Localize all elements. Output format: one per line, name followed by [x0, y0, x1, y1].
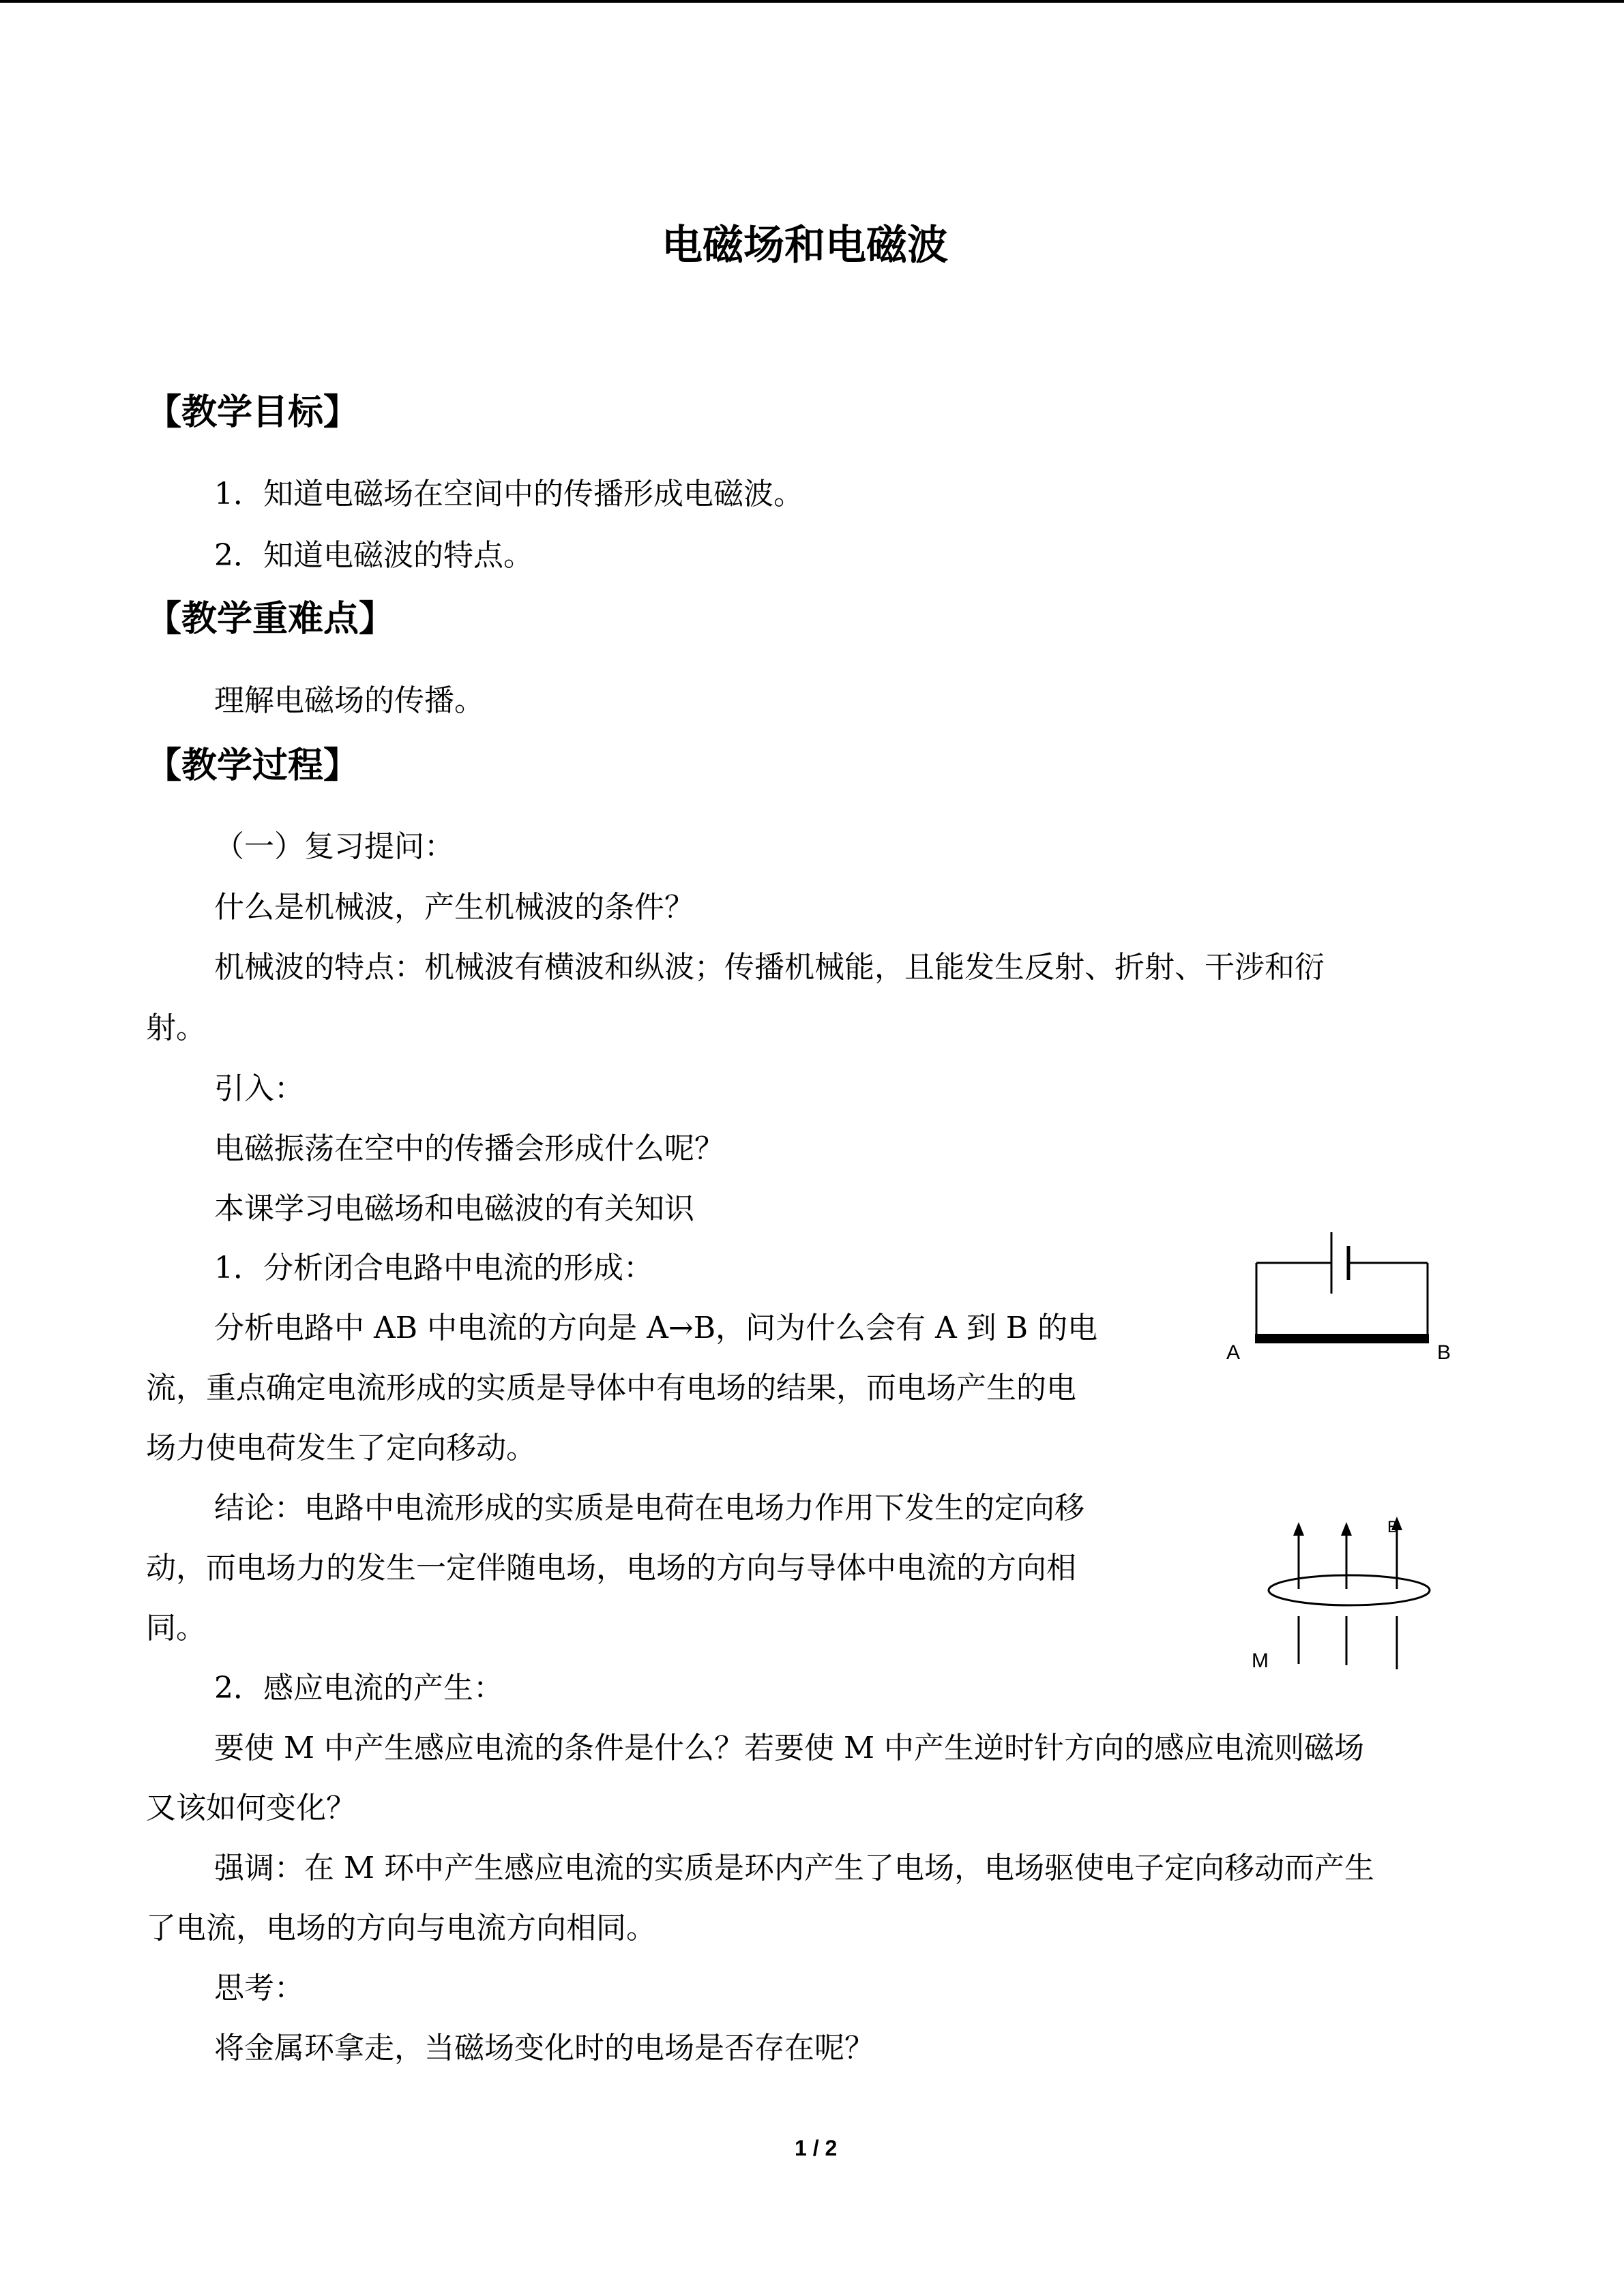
objective-item: 2．知道电磁波的特点。	[214, 538, 533, 573]
paragraph-line: 射。	[146, 1011, 206, 1045]
intro-label: 引入：	[214, 1071, 304, 1106]
label-b: B	[1437, 1341, 1451, 1364]
arrow-up-icon	[1293, 1522, 1304, 1536]
document-title: 电磁场和电磁波	[662, 222, 948, 269]
review-label: （一）复习提问：	[214, 829, 454, 864]
section-heading-process: 【教学过程】	[146, 745, 359, 786]
paragraph-line: 场力使电荷发生了定向移动。	[146, 1431, 536, 1465]
top-border	[0, 0, 1624, 3]
label-a: A	[1226, 1341, 1241, 1364]
subsection-title: 1．分析闭合电路中电流的形成：	[214, 1251, 653, 1285]
paragraph-line: 又该如何变化？	[146, 1791, 356, 1825]
metal-ring-m	[1269, 1575, 1430, 1605]
think-label: 思考：	[214, 1971, 304, 2006]
paragraph-line: 动，而电场力的发生一定伴随电场，电场的方向与导体中电流的方向相	[146, 1551, 1076, 1585]
subsection-title: 2．感应电流的产生：	[214, 1671, 503, 1705]
paragraph-line: 强调：在 M 环中产生感应电流的实质是环内产生了电场，电场驱使电子定向移动而产生	[214, 1851, 1375, 1885]
label-m: M	[1252, 1650, 1269, 1672]
paragraph-line: 什么是机械波，产生机械波的条件？	[214, 890, 694, 925]
paragraph-line: 电磁振荡在空中的传播会形成什么呢？	[214, 1131, 724, 1166]
circuit-diagram	[1214, 1214, 1473, 1371]
paragraph-line: 本课学习电磁场和电磁波的有关知识	[214, 1191, 694, 1226]
key-points-text: 理解电磁场的传播。	[214, 683, 484, 718]
section-heading-objectives: 【教学目标】	[146, 392, 359, 433]
section-heading-key-points: 【教学重难点】	[146, 599, 395, 640]
paragraph-line: 机械波的特点：机械波有横波和纵波；传播机械能，且能发生反射、折射、干涉和衍	[214, 950, 1325, 985]
paragraph-line: 要使 M 中产生感应电流的条件是什么？若要使 M 中产生逆时针方向的感应电流则磁场	[214, 1731, 1365, 1765]
label-b-field: B	[1387, 1518, 1399, 1536]
paragraph-line: 分析电路中 AB 中电流的方向是 A→B，问为什么会有 A 到 B 的电	[214, 1311, 1098, 1345]
paragraph-line: 结论：电路中电流形成的实质是电荷在电场力作用下发生的定向移	[214, 1491, 1084, 1525]
paragraph-line: 同。	[146, 1611, 206, 1645]
paragraph-line: 流，重点确定电流形成的实质是导体中有电场的结果，而电场产生的电	[146, 1371, 1076, 1405]
page-number: 1 / 2	[795, 2136, 838, 2160]
paragraph-line: 将金属环拿走，当磁场变化时的电场是否存在呢？	[214, 2031, 874, 2066]
induction-ring-diagram	[1241, 1507, 1473, 1684]
paragraph-line: 了电流，电场的方向与电流方向相同。	[146, 1911, 656, 1945]
objective-item: 1．知道电磁场在空间中的传播形成电磁波。	[214, 477, 803, 511]
arrow-up-icon	[1341, 1522, 1352, 1536]
